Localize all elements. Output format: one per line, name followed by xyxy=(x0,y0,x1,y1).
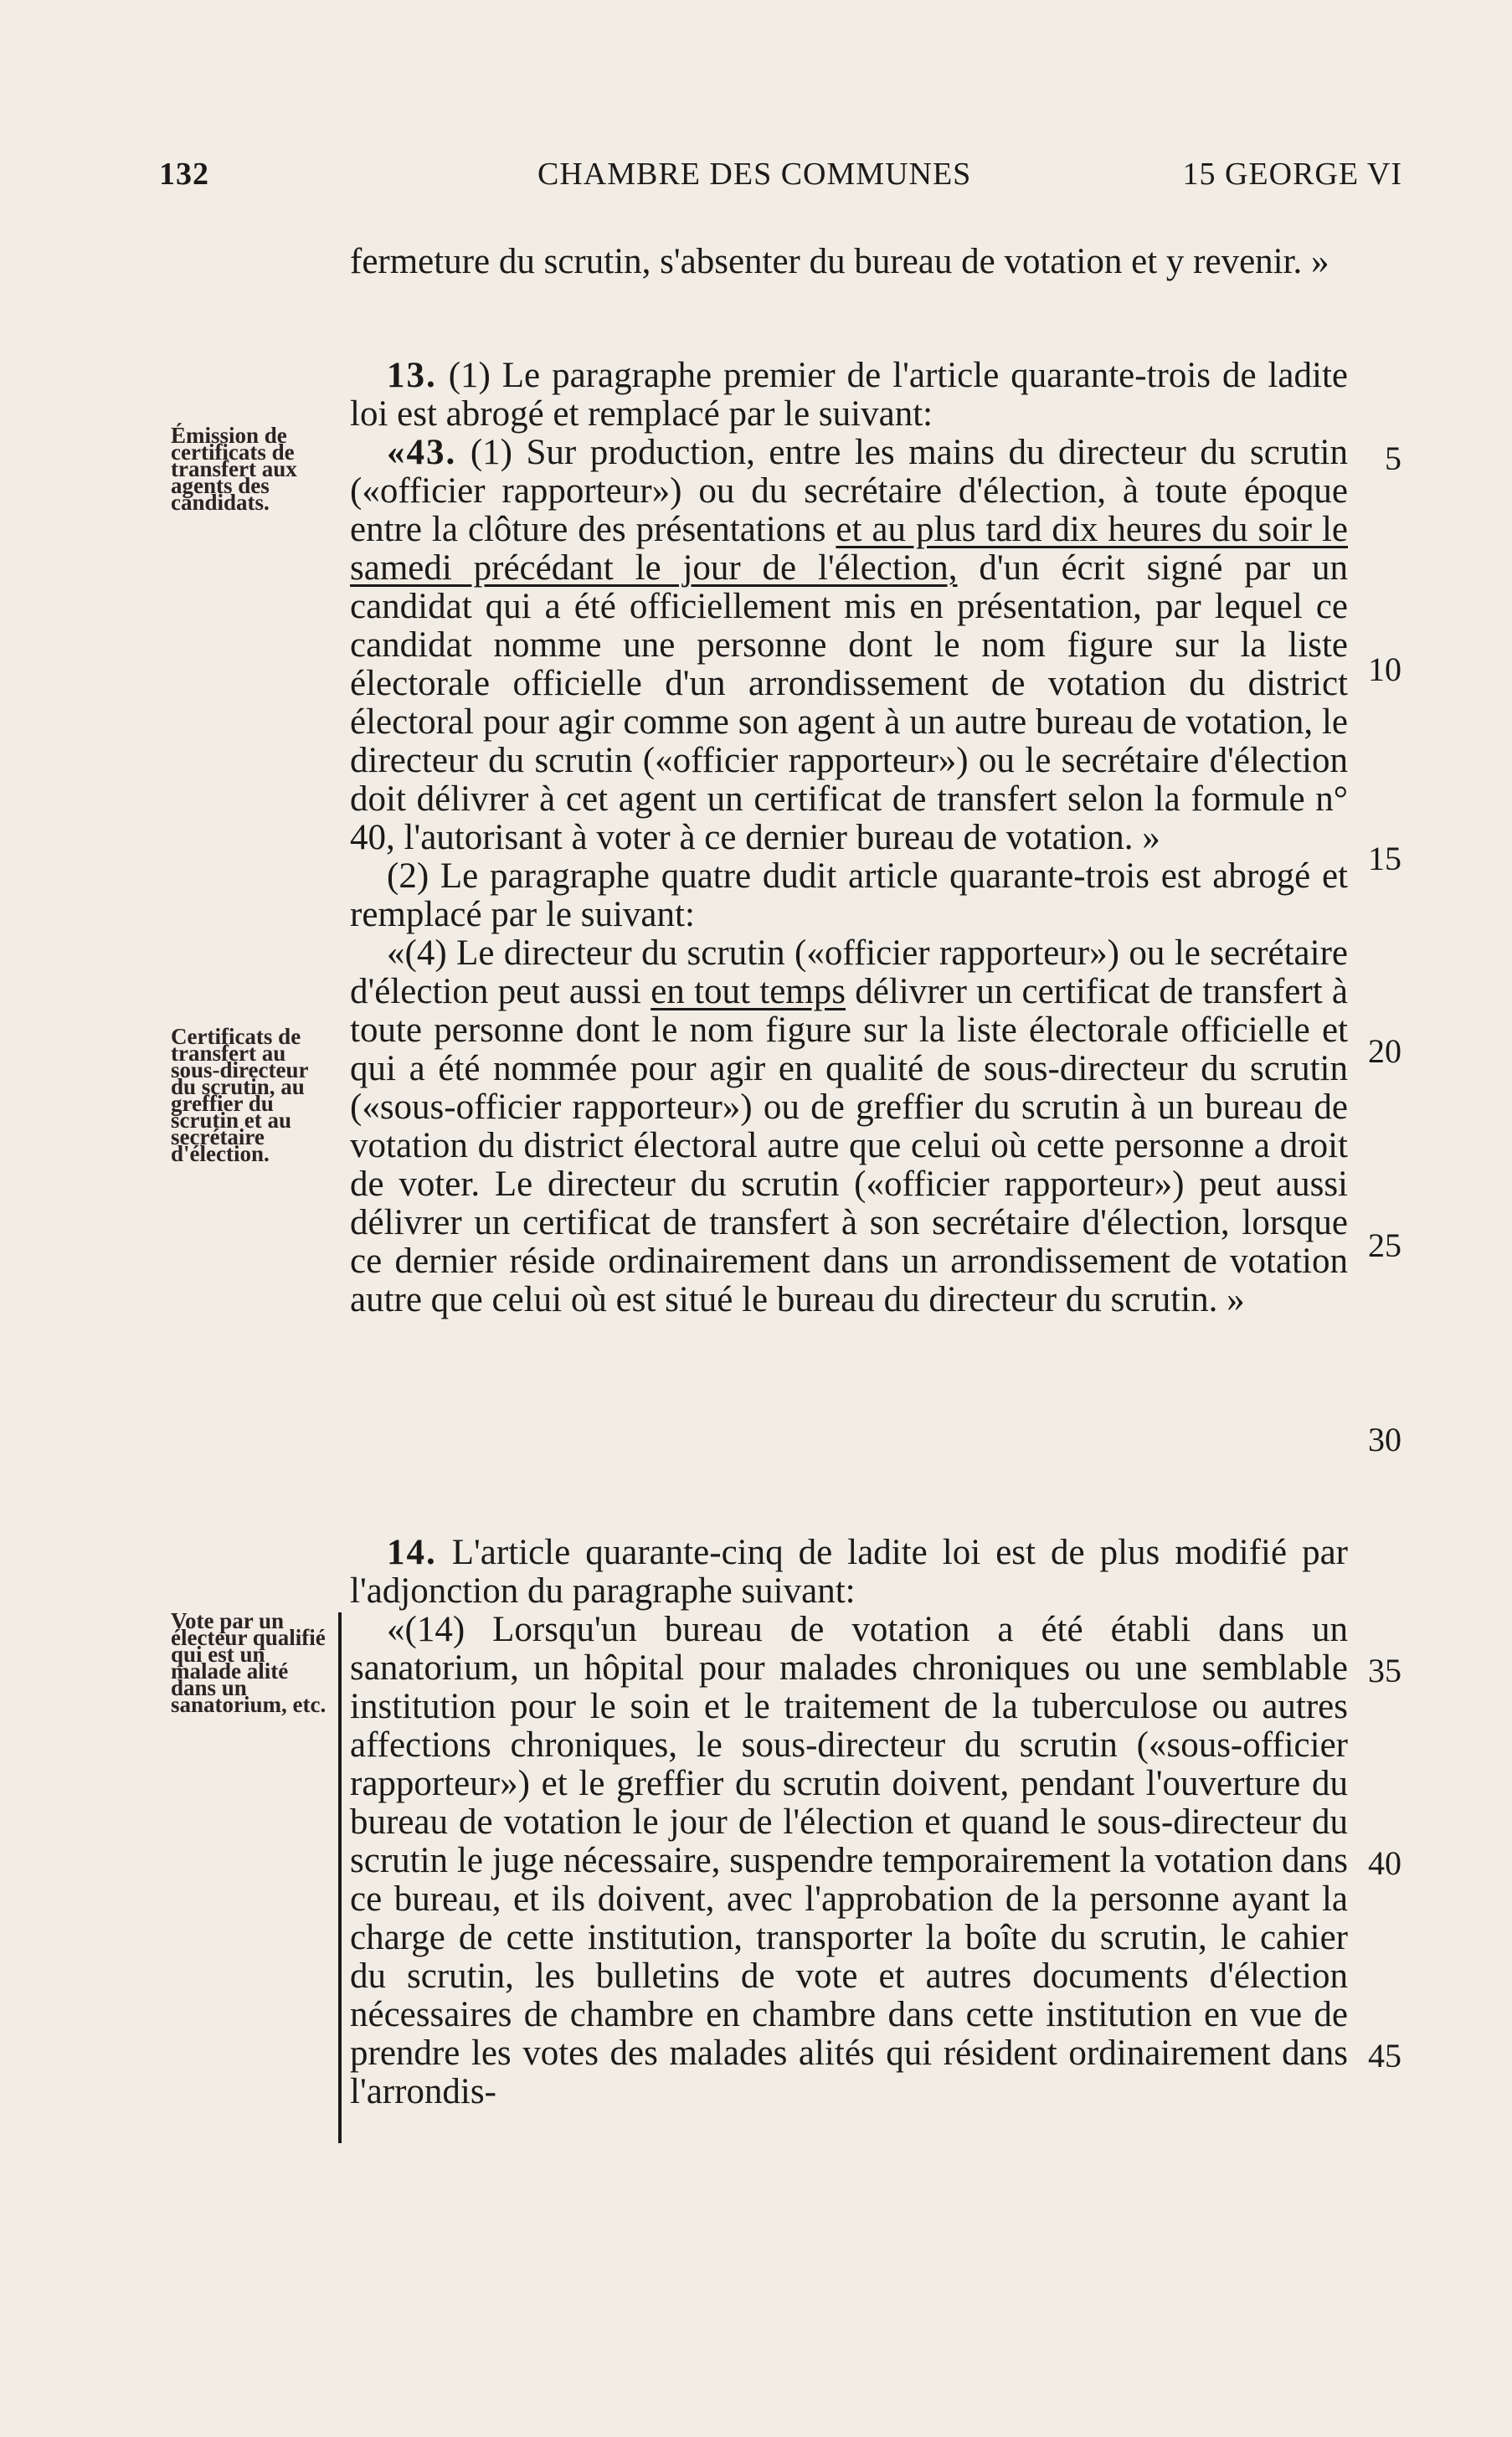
section-14-intro-text: L'article quarante-cinq de ladite loi est de plus modifié par l'adjonction du paragraphe suivant: xyxy=(350,1533,1348,1611)
section-13 xyxy=(350,357,1348,1319)
section-14 xyxy=(350,1534,1348,2111)
section-43-number: «43. xyxy=(387,433,457,472)
sidenote-sanatorium-vote: Vote par un électeur qualifié qui est un malade alité dans un sanatorium, etc. xyxy=(171,1608,327,1717)
section-43-underlined: et au plus tard dix heures du soir le samedi précédant le jour de l'élection, xyxy=(350,510,1348,588)
section-43-text-b: d'un écrit signé par un candidat qui a été officiellement mis en présentation, par lequel ce candidat nomme une personne dont le nom figure sur la liste électorale officielle d'un arrondissement de votation du district électoral pour agir comme son agent à un autre bureau de votation, le directeur du scrutin («officier rapporteur») ou le secrétaire d'élection doit délivrer à cet agent un certificat de transfert selon la formule n° 40, l'autorisant à voter à ce dernier bureau de votation. » xyxy=(350,548,1348,857)
page-header xyxy=(159,156,1402,198)
line-number: 30 xyxy=(1368,1421,1401,1458)
subsection-4-text-a: «(4) Le directeur du scrutin («officier rapporteur») ou le secrétaire d'élection peut aussi xyxy=(350,933,1348,1011)
section-13-subsection-2: (2) Le paragraphe quatre dudit article quarante-trois est abrogé et remplacé par le suivant: xyxy=(350,856,1348,934)
subsection-4-text-b: délivrer un certificat de transfert à toute personne dont le nom figure sur la liste électorale officielle et qui a été nommée pour agir en qualité de sous-directeur du scrutin («sous-officier rapporteur») ou de greffier du scrutin à un bureau de votation du district électoral autre que celui où cette personne a droit de voter. Le directeur du scrutin («officier rapporteur») peut aussi délivrer un certificat de transfert à son secrétaire d'élection, lorsque ce dernier réside ordinairement dans un arrondissement de votation autre que celui où est situé le bureau du directeur du scrutin. » xyxy=(350,972,1349,1319)
section-14-number: 14. xyxy=(387,1533,437,1572)
line-number: 35 xyxy=(1368,1652,1401,1689)
opening-text: fermeture du scrutin, s'absenter du bureau de votation et y revenir. » xyxy=(350,242,1329,281)
running-title: CHAMBRE DES COMMUNES xyxy=(537,157,972,192)
section-13-number: 13. xyxy=(387,356,437,395)
margin-change-bar xyxy=(338,1612,342,2143)
line-number: 5 xyxy=(1385,440,1401,477)
section-43-text-a: (1) Sur production, entre les mains du directeur du scrutin («officier rapporteur») ou du secrétaire d'élection, à toute époque entre la clôture des présentations xyxy=(350,433,1348,549)
subsection-4-paragraph xyxy=(350,934,1348,1319)
regnal-year: 15 GEORGE VI xyxy=(1182,157,1402,192)
page-number: 132 xyxy=(159,157,209,192)
line-number: 20 xyxy=(1368,1032,1401,1070)
line-number: 45 xyxy=(1368,2037,1401,2075)
section-43-paragraph xyxy=(350,434,1348,857)
opening-paragraph xyxy=(350,243,1348,281)
line-number: 10 xyxy=(1368,650,1401,688)
line-number: 25 xyxy=(1368,1226,1401,1264)
section-14-subsection-14: «(14) Lorsqu'un bureau de votation a été établi dans un sanatorium, un hôpital pour malades chroniques ou une semblable institution pour le soin et le traitement de la tuberculose ou autres affections chroniques, le sous-directeur du scrutin («sous-officier rapporteur») et le greffier du scrutin doivent, pendant l'ouverture du bureau de votation le jour de l'élection et quand le sous-directeur du scrutin le juge nécessaire, suspendre temporairement la votation dans ce bureau, et ils doivent, avec l'approbation de la personne ayant la charge de cette institution, transporter la boîte du scrutin, le cahier du scrutin, les bulletins de vote et autres documents d'élection nécessaires de chambre en chambre dans cette institution en vue de prendre les votes des malades alités qui résident ordinairement dans l'arrondis- xyxy=(350,1610,1348,2111)
line-number: 40 xyxy=(1368,1844,1401,1882)
section-14-intro xyxy=(350,1534,1348,1611)
sidenote-transfer-agents: Émission de certificats de transfert aux agents des candidats. xyxy=(171,423,297,515)
line-number: 15 xyxy=(1368,840,1401,877)
section-13-intro-text: (1) Le paragraphe premier de l'article quarante-trois de ladite loi est abrogé et remplacé par le suivant: xyxy=(350,356,1348,434)
sidenote-transfer-officials: Certificats de transfert au sous-directeur du scrutin, au greffier du scrutin et au secrétaire d'élection. xyxy=(171,1024,308,1166)
subsection-4-underlined: en tout temps xyxy=(651,972,846,1011)
section-13-intro xyxy=(350,357,1348,434)
